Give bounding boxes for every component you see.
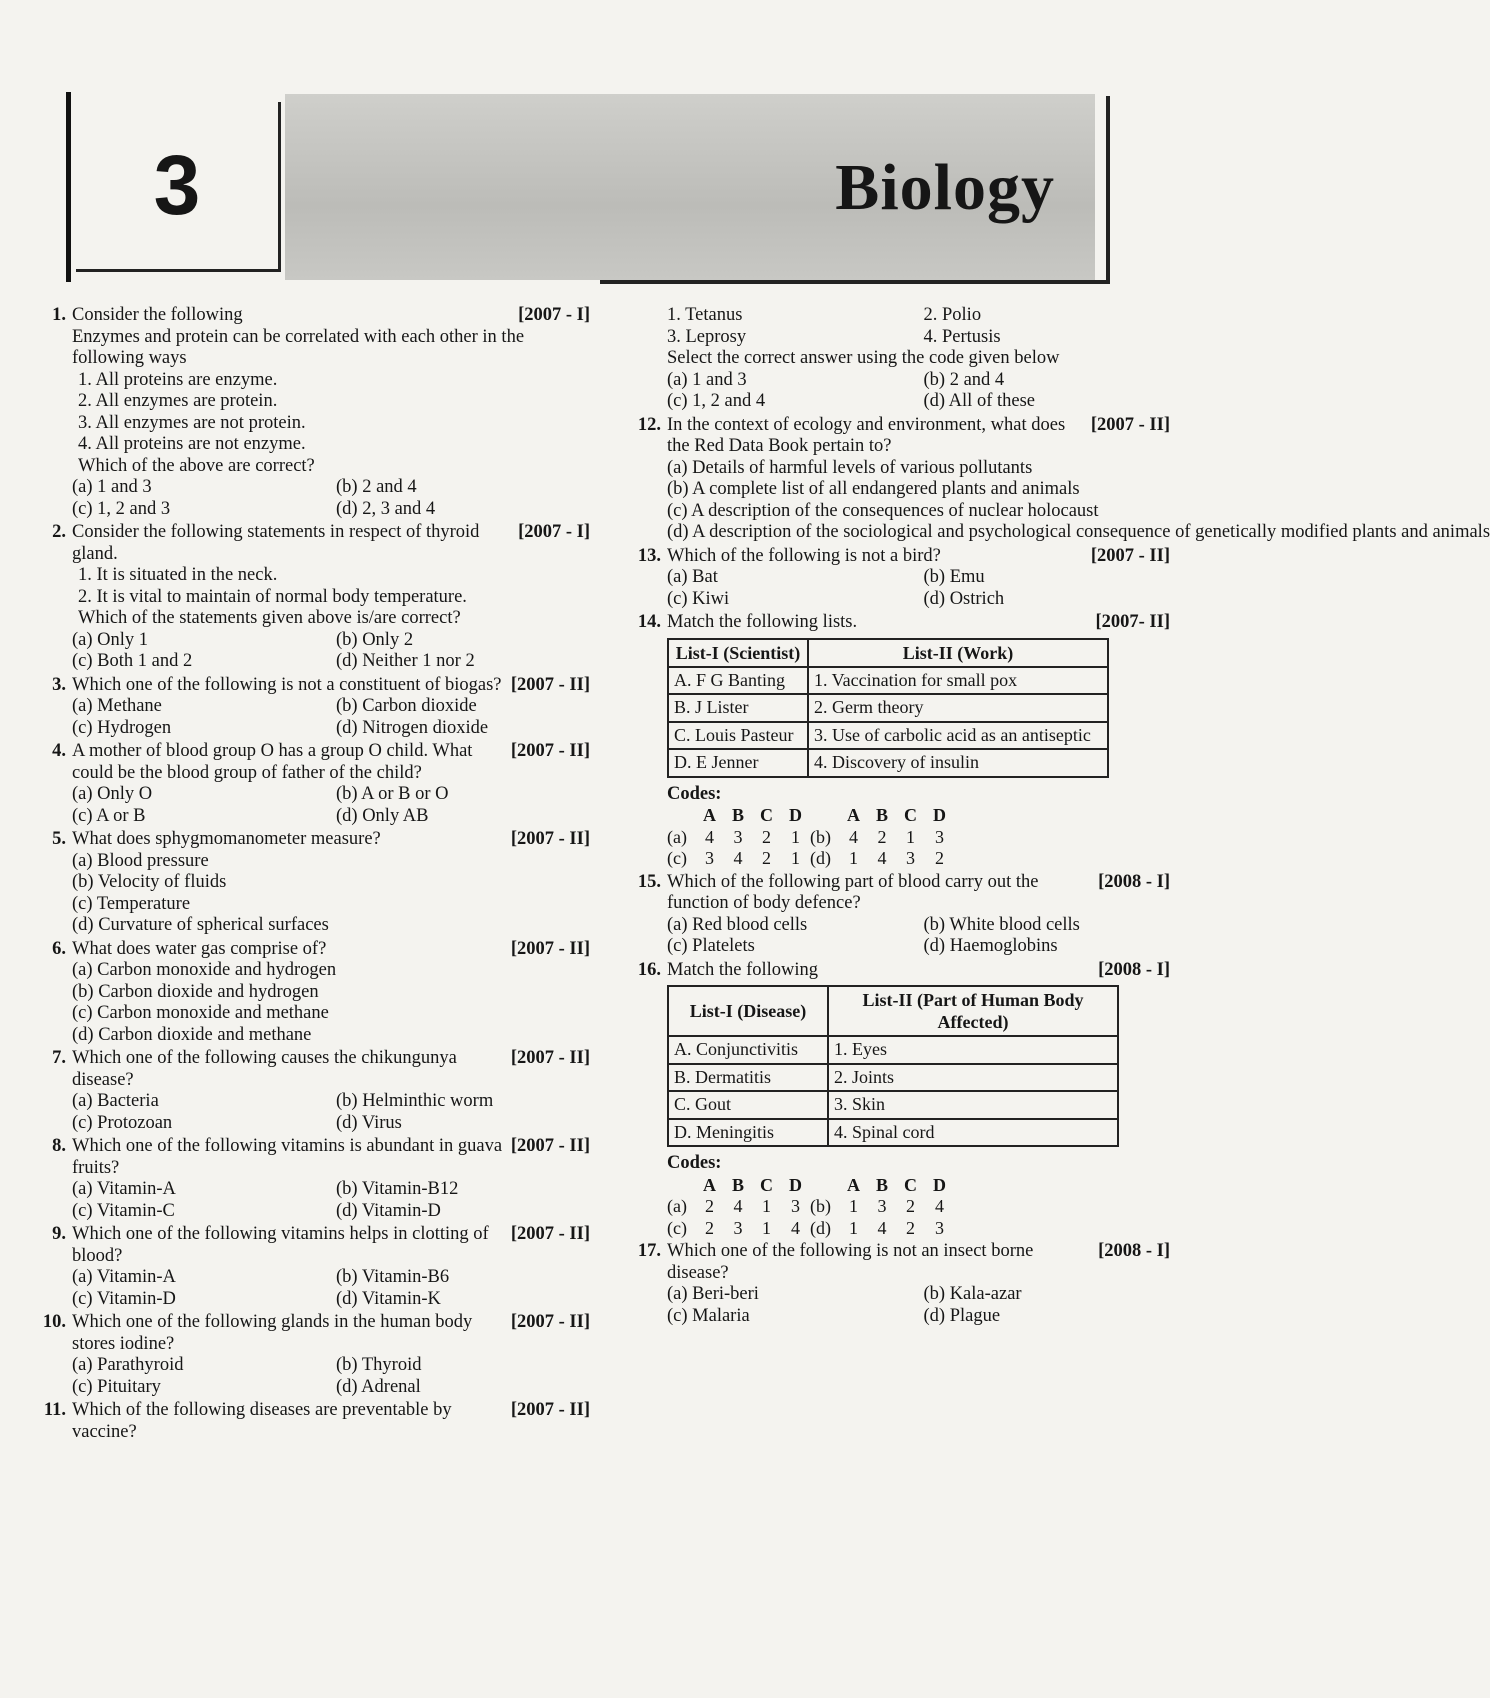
match-table-row	[668, 722, 1108, 750]
option-item: (c) Vitamin-D	[72, 1288, 176, 1309]
match-table-row	[668, 1091, 1118, 1119]
option-item: (c) Malaria	[667, 1305, 750, 1326]
code-value: 1	[849, 1196, 858, 1216]
question-number: 3.	[52, 674, 66, 695]
question-item	[30, 741, 590, 827]
option-item: (c) A or B	[72, 805, 146, 826]
code-value: 2	[704, 1196, 714, 1216]
code-value: 4	[791, 1217, 800, 1238]
match-table-row	[668, 694, 1108, 722]
question-text: Match the following	[667, 959, 819, 980]
chapter-title: Biology	[835, 151, 1055, 224]
question-item	[625, 546, 1170, 611]
question-text: Which one of the following causes the chikungunya disease?	[72, 1048, 457, 1090]
codes-header: B	[731, 805, 744, 825]
question-item	[30, 1048, 590, 1134]
code-value: 3	[935, 1217, 945, 1238]
code-value: 3	[733, 826, 743, 847]
option-item: (c) Vitamin-C	[72, 1200, 175, 1221]
match-table-cell: C. Louis Pasteur	[668, 722, 808, 750]
codes-spacer	[810, 805, 839, 827]
codes-row	[667, 1218, 954, 1240]
question-item	[30, 1400, 590, 1443]
option-item: (a) Only O	[72, 784, 153, 804]
match-table-cell: B. J Lister	[668, 694, 808, 722]
exam-year-tag: [2008 - I]	[1098, 871, 1170, 892]
question-text: What does sphygmomanometer measure?	[72, 829, 381, 849]
codes-header-row	[667, 1175, 954, 1197]
right-column	[625, 305, 1490, 1329]
codes-spacer	[810, 1175, 839, 1197]
option-list	[72, 630, 590, 673]
match-table-row	[668, 1036, 1118, 1064]
codes-header: A	[702, 805, 716, 825]
header-bottom-rule	[600, 280, 1110, 284]
header-right-rule	[1106, 96, 1110, 282]
chapter-banner	[285, 94, 1095, 280]
question-number: 17.	[637, 1241, 661, 1261]
codes-header: B	[731, 1174, 744, 1195]
option-item: (b) White blood cells	[923, 914, 1080, 935]
match-table-cell: 2. Germ theory	[808, 694, 1108, 722]
codes-header: A	[847, 1174, 860, 1195]
option-item: (a) Bat	[667, 567, 718, 587]
option-item: (a) Parathyroid	[72, 1355, 184, 1375]
option-list	[667, 1284, 1170, 1327]
option-item: (b) Thyroid	[336, 1355, 422, 1375]
match-table-row	[668, 667, 1108, 695]
question-statement: 4. All proteins are not enzyme.	[78, 434, 306, 454]
match-table-cell: 4. Discovery of insulin	[808, 749, 1108, 777]
code-option-label: (c)	[667, 1217, 687, 1238]
code-value: 4	[704, 826, 714, 847]
question-item	[30, 1136, 590, 1222]
question-text: Match the following lists.	[667, 612, 858, 632]
option-list	[72, 696, 590, 739]
question-text: Consider the following	[72, 305, 243, 325]
match-table-cell: 3. Skin	[828, 1091, 1118, 1119]
code-value: 1	[762, 1196, 771, 1216]
exam-year-tag: [2007- II]	[1095, 612, 1170, 632]
option-item: (a) 1 and 3	[667, 369, 747, 390]
question-text: Which one of the following glands in the human body stores iodine?	[72, 1312, 473, 1354]
question-statement: 1. All proteins are enzyme.	[78, 369, 278, 390]
code-value: 2	[877, 826, 887, 847]
code-value: 1	[849, 848, 858, 868]
codes-header: D	[789, 1174, 802, 1195]
option-item: (b) A complete list of all endangered plants and animals	[667, 479, 1080, 499]
question-item	[30, 829, 590, 937]
option-item: (a) Vitamin-A	[72, 1267, 176, 1287]
question-number: 14.	[637, 612, 661, 632]
option-item: (a) Details of harmful levels of various pollutants	[667, 457, 1033, 478]
option-item: (b) Carbon dioxide and hydrogen	[72, 981, 319, 1002]
question-number: 9.	[52, 1224, 66, 1244]
option-item: (c) Carbon monoxide and methane	[72, 1003, 329, 1023]
question-item	[30, 1312, 590, 1398]
exam-year-tag: [2007 - II]	[1090, 414, 1170, 435]
question-text: Which one of the following is not a constituent of biogas?	[72, 674, 502, 695]
option-item: (b) Helminthic worm	[336, 1091, 494, 1111]
match-table-cell: 2. Joints	[828, 1064, 1118, 1092]
option-item: (d) Plague	[923, 1305, 1001, 1326]
option-item: (a) Carbon monoxide and hydrogen	[72, 960, 337, 980]
code-value: 1	[791, 826, 800, 847]
question-text: Enzymes and protein can be correlated with each other in the following ways	[72, 326, 525, 368]
codes-header: B	[876, 1174, 889, 1195]
match-table-header-row	[668, 986, 1118, 1036]
option-item: (b) Emu	[923, 567, 985, 587]
codes-header: D	[933, 1174, 947, 1195]
codes-spacer	[667, 805, 695, 827]
option-item: (b) 2 and 4	[923, 369, 1005, 390]
code-value: 2	[762, 826, 771, 847]
code-value: 4	[733, 848, 743, 868]
code-value: 3	[906, 848, 916, 868]
match-question	[625, 612, 1170, 870]
codes-header: C	[904, 1174, 918, 1195]
question-item	[625, 1241, 1170, 1327]
code-value: 3	[733, 1217, 743, 1238]
codes-table	[667, 805, 954, 870]
code-value: 2	[906, 1196, 916, 1216]
option-item: (d) Carbon dioxide and methane	[72, 1024, 312, 1045]
question-number: 8.	[52, 1136, 66, 1156]
question-item	[30, 305, 590, 520]
code-value: 1	[906, 826, 916, 847]
question-number: 6.	[52, 938, 66, 959]
list-item: 1. Tetanus	[667, 305, 743, 325]
option-list	[667, 567, 1170, 610]
code-value: 4	[877, 1217, 887, 1238]
codes-row	[667, 827, 954, 849]
exam-year-tag: [2007 - II]	[510, 1048, 590, 1068]
option-item: (c) Protozoan	[72, 1112, 173, 1133]
question-statement: 3. All enzymes are not protein.	[78, 412, 306, 433]
match-table-row	[668, 1064, 1118, 1092]
option-list	[72, 1091, 590, 1134]
option-list	[72, 960, 590, 1046]
codes-header: A	[702, 1174, 716, 1195]
list-item: 3. Leprosy	[667, 326, 747, 347]
code-option-label: (c)	[667, 848, 687, 868]
option-item: (a) Beri-beri	[667, 1284, 759, 1304]
question-text: Select the correct answer using the code given below	[667, 348, 1060, 368]
option-item: (d) Haemoglobins	[923, 936, 1058, 956]
match-table-header: List-II (Part of Human Body Affected)	[828, 986, 1118, 1036]
option-item: (b) Velocity of fluids	[72, 872, 227, 892]
match-table-header: List-I (Disease)	[668, 986, 828, 1036]
question-text: Which one of the following vitamins helps in clotting of blood?	[72, 1224, 489, 1266]
option-list	[667, 915, 1170, 958]
question-item	[30, 939, 590, 1047]
match-table	[667, 985, 1119, 1147]
question-item	[30, 522, 590, 673]
question-number: 13.	[637, 545, 661, 566]
match-table-cell: B. Dermatitis	[668, 1064, 828, 1092]
question-statement: 1. It is situated in the neck.	[78, 565, 278, 585]
option-item: (d) Adrenal	[336, 1376, 421, 1397]
code-value: 4	[733, 1196, 743, 1216]
option-item: (c) Temperature	[72, 893, 191, 914]
question-item	[625, 872, 1170, 958]
option-item: (d) A description of the sociological and psychological consequence of genetically modified plants and animals	[667, 522, 1490, 542]
chapter-header	[60, 92, 1110, 282]
option-item: (d) Curvature of spherical surfaces	[72, 915, 329, 935]
codes-table	[667, 1175, 954, 1240]
question-statement: 2. All enzymes are protein.	[78, 391, 278, 411]
match-table-cell: D. E Jenner	[668, 749, 808, 777]
code-value: 4	[877, 848, 887, 868]
exam-year-tag: [2007 - I]	[518, 522, 590, 542]
option-item: (a) Methane	[72, 696, 162, 716]
match-table-cell: A. Conjunctivitis	[668, 1036, 828, 1064]
option-item: (c) A description of the consequences of nuclear holocaust	[667, 500, 1099, 521]
option-item: (c) 1, 2 and 3	[72, 498, 171, 519]
question-continuation	[625, 305, 1170, 413]
codes-header: D	[933, 805, 947, 825]
code-value: 4	[849, 826, 858, 847]
option-item: (c) Pituitary	[72, 1376, 161, 1397]
option-item: (d) Virus	[336, 1112, 402, 1133]
question-text: A mother of blood group O has a group O child. What could be the blood group of father of the child?	[72, 741, 473, 783]
question-number: 16.	[637, 959, 661, 980]
codes-header: C	[760, 1174, 773, 1195]
match-table-header: List-I (Scientist)	[668, 639, 808, 667]
exam-year-tag: [2007 - II]	[1090, 545, 1170, 566]
codes-row	[667, 1196, 954, 1218]
codes-row	[667, 848, 954, 870]
list-item: 2. Polio	[923, 305, 982, 325]
code-value: 4	[935, 1196, 945, 1216]
codes-header: D	[789, 805, 802, 825]
option-list	[72, 851, 590, 937]
option-item: (b) Vitamin-B6	[336, 1267, 450, 1287]
code-option-label: (b)	[810, 1196, 831, 1216]
option-list	[72, 1179, 590, 1222]
code-option-label: (a)	[667, 826, 687, 847]
codes-label: Codes:	[667, 1153, 722, 1173]
option-item: (d) 2, 3 and 4	[336, 498, 436, 519]
option-item: (a) Only 1	[72, 629, 149, 650]
code-value: 3	[935, 826, 945, 847]
match-table-cell: A. F G Banting	[668, 667, 808, 695]
question-statement: 2. It is vital to maintain of normal body temperature.	[78, 586, 467, 607]
option-item: (d) Ostrich	[923, 588, 1005, 609]
codes-header: C	[904, 805, 918, 825]
option-list	[72, 1355, 590, 1398]
option-item: (a) Blood pressure	[72, 850, 209, 871]
codes-label: Codes:	[667, 783, 722, 804]
question-number: 11.	[43, 1400, 66, 1420]
exam-year-tag: [2007 - II]	[510, 1400, 590, 1420]
option-item: (a) Red blood cells	[667, 914, 808, 935]
option-list	[667, 457, 1490, 544]
option-item: (b) Carbon dioxide	[336, 696, 477, 716]
code-option-label: (a)	[667, 1196, 687, 1216]
exam-year-tag: [2007 - I]	[518, 305, 590, 325]
exam-year-tag: [2007 - II]	[510, 741, 590, 761]
match-table-cell: 3. Use of carbolic acid as an antiseptic	[808, 722, 1108, 750]
exam-year-tag: [2007 - II]	[510, 1224, 590, 1244]
question-statement: Which of the above are correct?	[78, 455, 315, 476]
option-item: (d) Vitamin-D	[336, 1200, 441, 1221]
option-item: (d) All of these	[923, 391, 1035, 411]
match-table-cell: D. Meningitis	[668, 1119, 828, 1147]
question-number: 7.	[52, 1048, 66, 1068]
match-table-header: List-II (Work)	[808, 639, 1108, 667]
option-item: (c) Kiwi	[667, 588, 730, 609]
question-text: Which of the following part of blood carry out the function of body defence?	[667, 871, 1039, 913]
question-text: Which one of the following vitamins is abundant in guava fruits?	[72, 1136, 503, 1178]
option-item: (b) Only 2	[336, 629, 414, 650]
question-text: What does water gas comprise of?	[72, 938, 327, 959]
question-number: 15.	[637, 871, 661, 892]
code-value: 1	[791, 848, 800, 868]
question-number: 5.	[52, 829, 66, 849]
option-item: (d) Nitrogen dioxide	[336, 717, 489, 738]
option-list	[72, 477, 590, 520]
match-table-header-row	[668, 639, 1108, 667]
question-item	[625, 414, 1490, 544]
exam-year-tag: [2007 - II]	[510, 1312, 590, 1332]
code-value: 1	[849, 1217, 858, 1238]
option-item: (b) Vitamin-B12	[336, 1179, 459, 1199]
exam-year-tag: [2007 - II]	[510, 938, 590, 959]
list-item: 4. Pertusis	[923, 326, 1001, 347]
question-statement: Which of the statements given above is/are correct?	[78, 608, 461, 628]
question-text: In the context of ecology and environment, what does the Red Data Book pertain to?	[667, 414, 1066, 456]
exam-year-tag: [2007 - II]	[510, 1136, 590, 1156]
option-item: (c) Hydrogen	[72, 717, 172, 738]
option-item: (a) 1 and 3	[72, 477, 152, 497]
vaccine-disease-list	[667, 305, 1170, 348]
option-item: (d) Neither 1 nor 2	[336, 651, 475, 671]
option-item: (b) Kala-azar	[923, 1284, 1022, 1304]
left-column	[30, 305, 590, 1445]
code-option-label: (d)	[810, 848, 831, 868]
code-value: 2	[762, 848, 771, 868]
match-table-cell: 1. Eyes	[828, 1036, 1118, 1064]
code-value: 3	[704, 848, 714, 868]
header-left-rule	[66, 92, 71, 282]
question-number: 12.	[637, 414, 661, 435]
option-list	[72, 1267, 590, 1310]
match-table-cell: C. Gout	[668, 1091, 828, 1119]
option-item: (b) 2 and 4	[336, 477, 417, 497]
question-text: Which of the following is not a bird?	[667, 545, 941, 566]
chapter-number: 3	[76, 102, 281, 272]
match-table-cell: 1. Vaccination for small pox	[808, 667, 1108, 695]
question-number: 4.	[52, 741, 66, 761]
option-item: (c) Both 1 and 2	[72, 651, 193, 671]
option-item: (a) Bacteria	[72, 1091, 159, 1111]
option-item: (d) Only AB	[336, 805, 429, 826]
code-value: 3	[791, 1196, 800, 1216]
code-value: 3	[877, 1196, 887, 1216]
option-item: (d) Vitamin-K	[336, 1288, 441, 1309]
match-question	[625, 960, 1170, 1240]
option-item: (a) Vitamin-A	[72, 1179, 176, 1199]
codes-header: C	[760, 805, 773, 825]
option-item: (c) Platelets	[667, 936, 755, 956]
code-value: 1	[762, 1217, 771, 1238]
code-option-label: (d)	[810, 1217, 831, 1238]
question-text: Which of the following diseases are preventable by vaccine?	[72, 1400, 452, 1442]
question-item	[30, 1224, 590, 1310]
match-table-row	[668, 1119, 1118, 1147]
match-table-row	[668, 749, 1108, 777]
code-value: 2	[935, 848, 945, 868]
question-number: 10.	[42, 1312, 66, 1332]
exam-year-tag: [2007 - II]	[510, 829, 590, 849]
exam-year-tag: [2008 - I]	[1098, 959, 1170, 980]
code-value: 2	[906, 1217, 916, 1238]
option-list	[667, 370, 1170, 413]
code-option-label: (b)	[810, 826, 831, 847]
question-text: Which one of the following is not an insect borne disease?	[667, 1241, 1034, 1283]
question-number: 2.	[52, 522, 66, 542]
question-text: Consider the following statements in respect of thyroid gland.	[72, 522, 480, 564]
exam-year-tag: [2007 - II]	[510, 674, 590, 695]
match-table-cell: 4. Spinal cord	[828, 1119, 1118, 1147]
question-item	[30, 675, 590, 740]
question-number: 1.	[52, 305, 66, 325]
codes-header: B	[876, 805, 889, 825]
codes-header-row	[667, 805, 954, 827]
option-item: (c) 1, 2 and 4	[667, 391, 766, 411]
codes-header: A	[847, 805, 860, 825]
codes-spacer	[667, 1175, 695, 1197]
option-list	[72, 784, 590, 827]
option-item: (b) A or B or O	[336, 784, 449, 804]
exam-year-tag: [2008 - I]	[1098, 1241, 1170, 1261]
match-table	[667, 638, 1109, 778]
code-value: 2	[704, 1217, 714, 1238]
